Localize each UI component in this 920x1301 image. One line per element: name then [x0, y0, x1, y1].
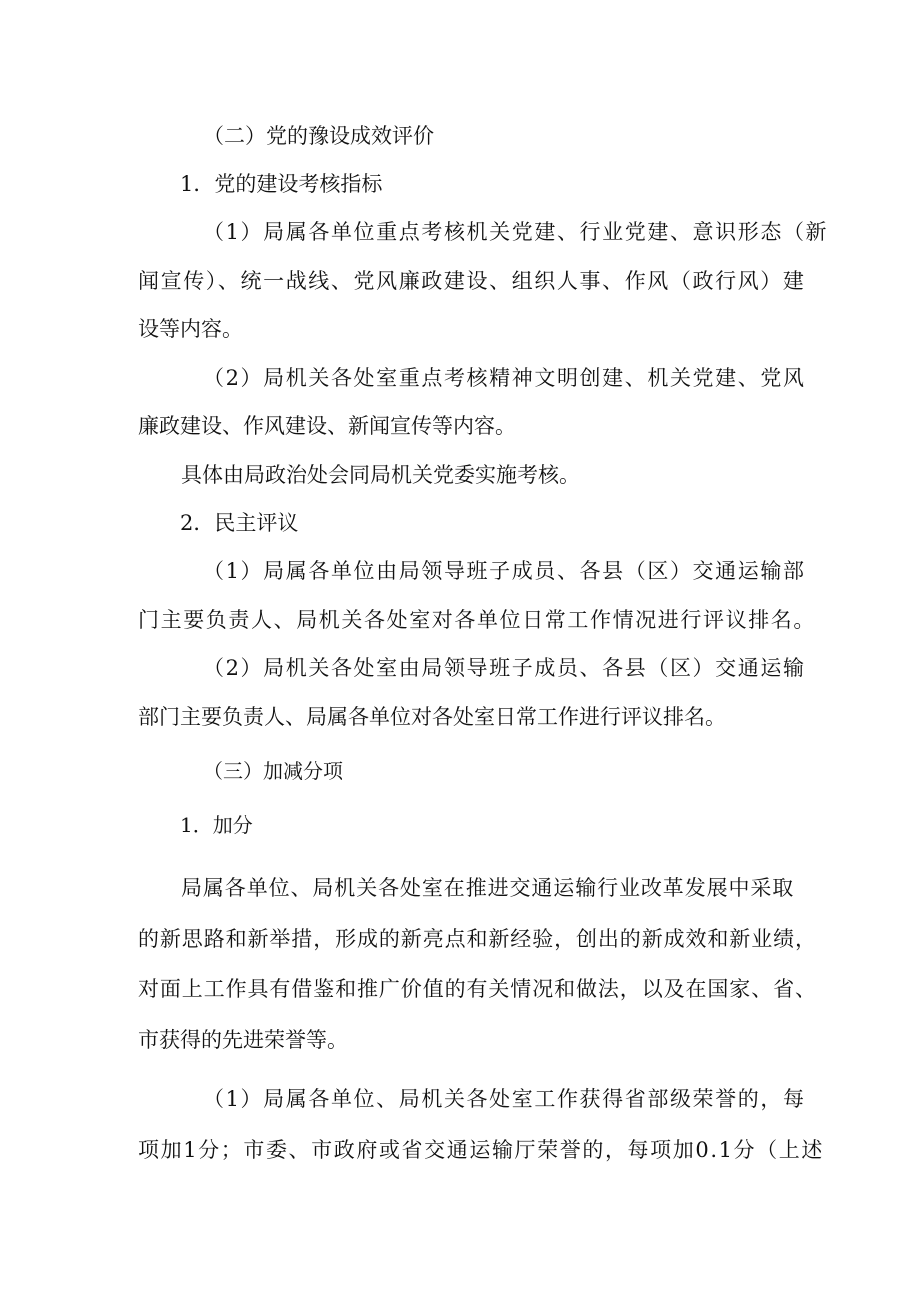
- paragraph-line: （1）局属各单位由局领导班子成员、各县（区）交通运输部: [203, 559, 806, 583]
- subsection-heading: 2．民主评议: [180, 511, 299, 535]
- paragraph-line: 廉政建设、作风建设、新闻宣传等内容。: [138, 414, 516, 438]
- paragraph-line: 的新思路和新举措，形成的新亮点和新经验，创出的新成效和新业绩，: [138, 927, 817, 951]
- section-heading: （三）加减分项: [203, 759, 343, 783]
- paragraph-line: 闻宣传）、统一战线、党风廉政建设、组织人事、作风（政行风）建: [138, 269, 806, 293]
- section-heading: （二）党的豫设成效评价: [203, 124, 434, 148]
- paragraph-line: 项加1分；市委、市政府或省交通运输厅荣誉的，每项加0.1分（上述: [138, 1138, 824, 1162]
- paragraph-line: 市获得的先进荣誉等。: [138, 1028, 348, 1052]
- paragraph-line: 局属各单位、局机关各处室在推进交通运输行业改革发展中采取: [181, 876, 795, 900]
- paragraph-note: 具体由局政治处会同局机关党委实施考核。: [181, 463, 580, 487]
- subsection-heading: 1．加分: [180, 813, 253, 837]
- paragraph-line: 设等内容。: [138, 317, 243, 341]
- paragraph-line: （1）局属各单位、局机关各处室工作获得省部级荣誉的，每: [203, 1087, 806, 1111]
- subsection-heading: 1．党的建设考核指标: [180, 172, 383, 196]
- paragraph-line: 对面上工作具有借鉴和推广价值的有关情况和做法，以及在国家、省、: [138, 977, 817, 1001]
- paragraph-line: 门主要负责人、局机关各处室对各单位日常工作情况进行评议排名。: [138, 608, 816, 632]
- paragraph-line: 部门主要负责人、局属各单位对各处室日常工作进行评议排名。: [138, 705, 726, 729]
- paragraph-line: （1）局属各单位重点考核机关党建、行业党建、意识形态（新: [203, 220, 829, 244]
- paragraph-line: （2）局机关各处室重点考核精神文明创建、机关党建、党风: [203, 366, 806, 390]
- paragraph-line: （2）局机关各处室由局领导班子成员、各县（区）交通运输: [203, 656, 806, 680]
